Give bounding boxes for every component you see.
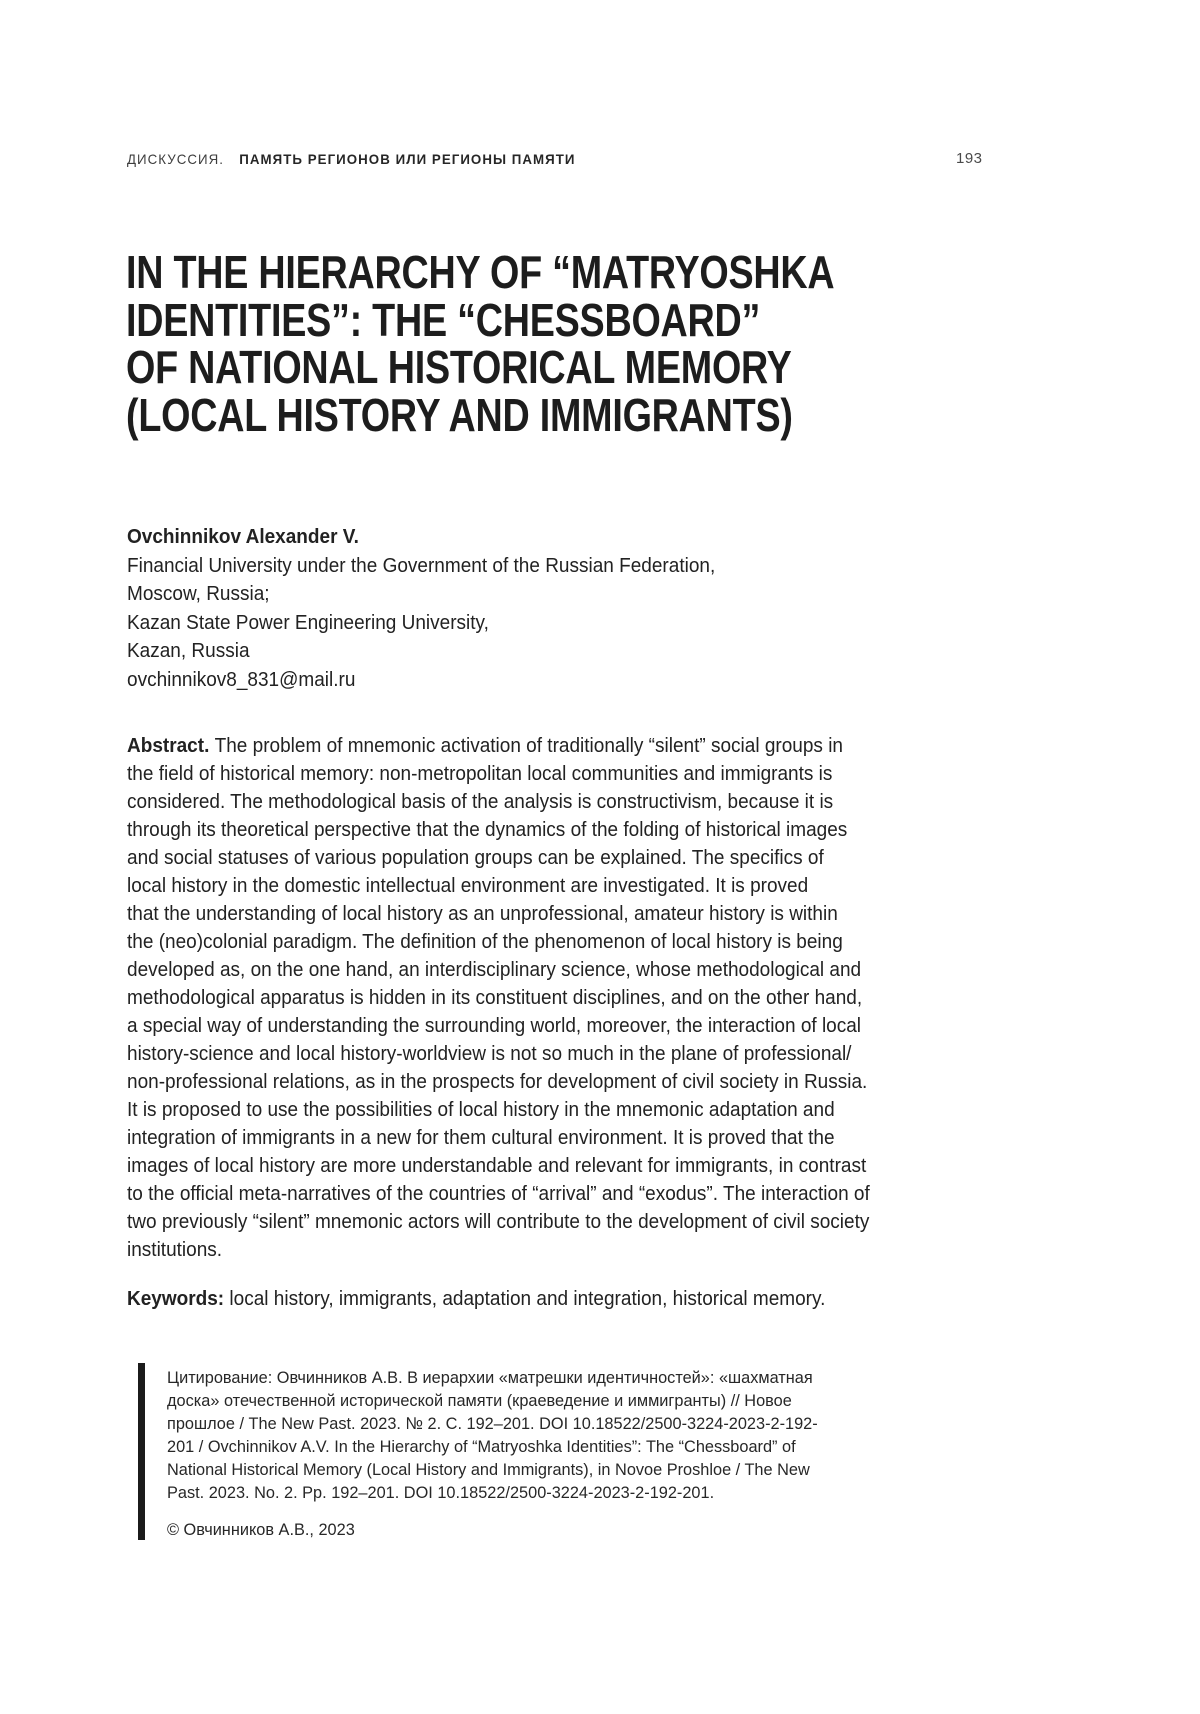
- running-head-title: ПАМЯТЬ РЕГИОНОВ ИЛИ РЕГИОНЫ ПАМЯТИ: [239, 151, 576, 167]
- abstract-line: and social statuses of various population groups can be explained. The specifics of: [127, 847, 824, 869]
- affiliation-line: Kazan, Russia: [127, 640, 250, 662]
- title-line: OF NATIONAL HISTORICAL MEMORY: [126, 341, 792, 393]
- running-head: [127, 151, 576, 167]
- abstract-line: Abstract. The problem of mnemonic activation of traditionally “silent” social groups in: [127, 735, 843, 757]
- citation-line: Цитирование: Овчинников А.В. В иерархии «матрешки идентичностей»: «шахматная: [167, 1368, 813, 1387]
- abstract-line: that the understanding of local history as an unprofessional, amateur history is within: [127, 903, 838, 925]
- keywords-text: local history, immigrants, adaptation and integration, historical memory.: [229, 1288, 826, 1310]
- abstract-line: images of local history are more understandable and relevant for immigrants, in contrast: [127, 1155, 867, 1177]
- copyright-line: © Овчинников А.В., 2023: [167, 1520, 355, 1539]
- abstract-line: to the official meta-narratives of the countries of “arrival” and “exodus”. The interaction of: [127, 1183, 870, 1205]
- author-email: ovchinnikov8_831@mail.ru: [127, 668, 356, 691]
- citation-text: [167, 1366, 818, 1504]
- affiliation-line: Financial University under the Government of the Russian Federation,: [127, 554, 716, 577]
- citation-accent-bar: [138, 1363, 145, 1540]
- keywords-line: [127, 1285, 825, 1313]
- citation-line: Past. 2023. No. 2. Pp. 192–201. DOI 10.18522/2500-3224-2023-2-192-201.: [167, 1483, 715, 1502]
- author-name: Ovchinnikov Alexander V.: [127, 526, 359, 548]
- abstract-line: non-professional relations, as in the prospects for development of civil society in Russia.: [127, 1071, 868, 1093]
- affiliation-lines: [127, 552, 715, 666]
- keywords-label: Keywords:: [127, 1288, 225, 1310]
- citation-line: National Historical Memory (Local History and Immigrants), in Novoe Proshloe / The New: [167, 1460, 810, 1479]
- citation-line: доска» отечественной исторической памяти (краеведение и иммигранты) // Новое: [167, 1391, 792, 1410]
- abstract-line: through its theoretical perspective that the dynamics of the folding of historical images: [127, 819, 848, 841]
- abstract-line: methodological apparatus is hidden in its constituent disciplines, and on the other hand,: [127, 987, 863, 1009]
- citation-line: прошлое / The New Past. 2023. № 2. С. 192–201. DOI 10.18522/2500-3224-2023-2-192-: [167, 1414, 818, 1433]
- citation-content: [167, 1363, 845, 1540]
- abstract-line: the field of historical memory: non-metropolitan local communities and immigrants is: [127, 763, 833, 785]
- page-number: 193: [956, 150, 983, 167]
- abstract-line: the (neo)colonial paradigm. The definition of the phenomenon of local history is being: [127, 931, 843, 953]
- running-head-section: ДИСКУССИЯ.: [127, 151, 225, 167]
- abstract-paragraph: [127, 732, 870, 1264]
- title-line: IN THE HIERARCHY OF “MATRYOSHKA: [126, 246, 835, 298]
- abstract-line: institutions.: [127, 1239, 223, 1261]
- abstract-line: considered. The methodological basis of the analysis is constructivism, because it is: [127, 791, 834, 813]
- citation-block: [138, 1363, 845, 1540]
- abstract-label: Abstract.: [127, 735, 215, 757]
- affiliation-line: Kazan State Power Engineering University,: [127, 611, 489, 634]
- abstract-line: history-science and local history-worldview is not so much in the plane of professional/: [127, 1043, 852, 1065]
- abstract-line: It is proposed to use the possibilities of local history in the mnemonic adaptation and: [127, 1099, 835, 1121]
- citation-line: 201 / Ovchinnikov A.V. In the Hierarchy of “Matryoshka Identities”: The “Chessboard” of: [167, 1437, 796, 1456]
- affiliation-line: Moscow, Russia;: [127, 583, 270, 605]
- title-line: (LOCAL HISTORY AND IMMIGRANTS): [126, 388, 793, 441]
- abstract-line: local history in the domestic intellectual environment are investigated. It is proved: [127, 875, 809, 897]
- author-block: [127, 523, 715, 694]
- title-line: IDENTITIES”: THE “CHESSBOARD”: [126, 293, 761, 346]
- article-title: [126, 246, 835, 441]
- abstract-line: a special way of understanding the surrounding world, moreover, the interaction of local: [127, 1015, 862, 1037]
- abstract-line: two previously “silent” mnemonic actors will contribute to the development of civil society: [127, 1211, 870, 1233]
- abstract-line: integration of immigrants in a new for them cultural environment. It is proved that the: [127, 1127, 835, 1149]
- abstract-line: developed as, on the one hand, an interdisciplinary science, whose methodological and: [127, 959, 862, 981]
